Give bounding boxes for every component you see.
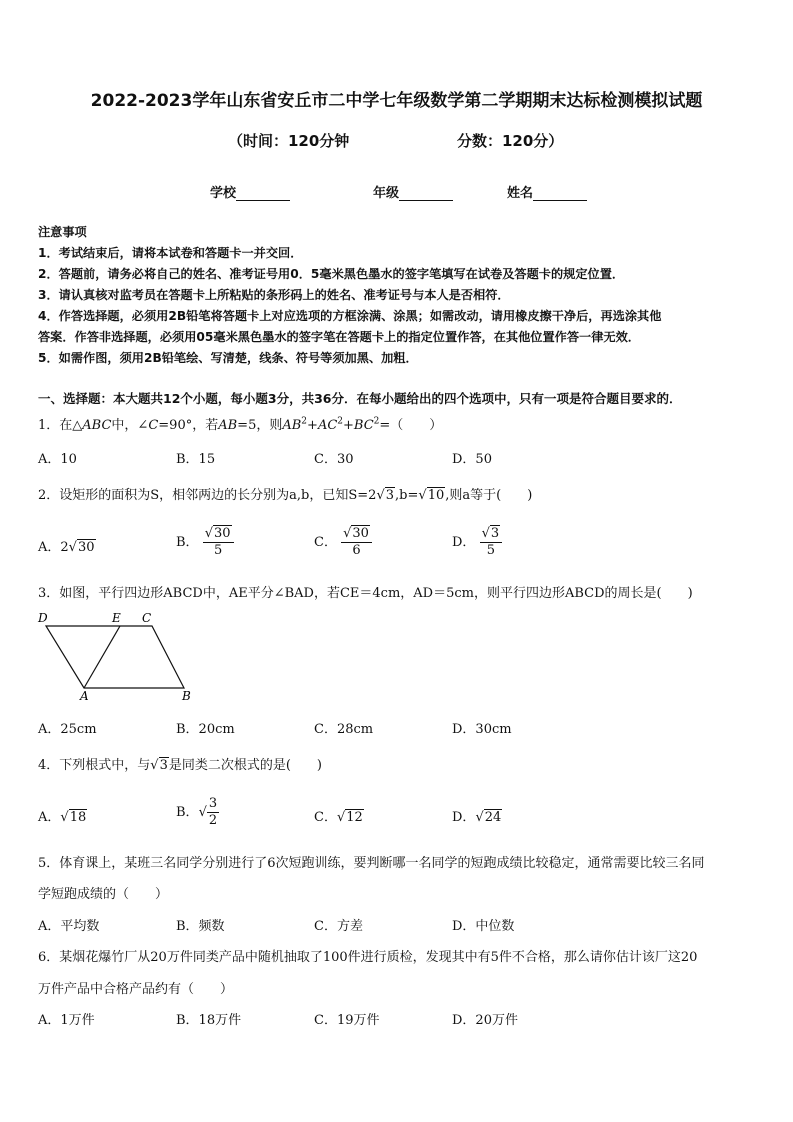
grade-label: 年级: [373, 186, 400, 201]
school-blank: [236, 188, 290, 201]
page-title: 2022-2023学年山东省安丘市二中学七年级数学第二学期期末达标检测模拟试题: [90, 91, 703, 111]
q1-option-d[interactable]: D．50: [452, 452, 492, 467]
q5-option-a[interactable]: A．平均数: [38, 919, 100, 934]
q2-option-c[interactable]: C． $\frac{√30}{6}$: [314, 526, 372, 559]
q5-option-b[interactable]: B．频数: [176, 919, 225, 934]
name-label: 姓名: [507, 186, 534, 201]
q5-option-c[interactable]: C．方差: [314, 919, 363, 934]
grade-blank: [399, 188, 453, 201]
q4-option-a[interactable]: A．√18: [38, 810, 87, 825]
q6-option-c[interactable]: C．19万件: [314, 1013, 380, 1028]
q6-option-b[interactable]: B．18万件: [176, 1013, 242, 1028]
q4-option-b[interactable]: B．√ $\frac{3}{2}$: [176, 796, 218, 828]
name-blank: [533, 188, 587, 201]
label-b: B: [182, 689, 191, 703]
name-field: [507, 182, 587, 201]
question-3: 3．如图，平行四边形ABCD中，AE平分∠BAD，若CE＝4cm，AD＝5cm，则平行四边形ABCD的周长是( ): [38, 586, 693, 601]
note-item: 2．答题前，请务必将自己的姓名、准考证号用0．5毫米黑色墨水的签字笔填写在试卷及答题卡的规定位置．: [38, 267, 625, 281]
exam-score: 分数：120分）: [457, 132, 564, 150]
q4-option-d[interactable]: D．√24: [452, 810, 502, 825]
q3-option-c[interactable]: C．28cm: [314, 722, 374, 737]
question-5-line-1: 5．体育课上，某班三名同学分别进行了6次短跑训练，要判断哪一名同学的短跑成绩比较稳定，通常需要比较三名同: [38, 856, 705, 871]
school-field: [210, 182, 290, 201]
label-a: A: [80, 689, 89, 703]
grade-field: [373, 182, 453, 201]
question-6-line-1: 6．某烟花爆竹厂从20万件同类产品中随机抽取了100件进行质检，发现其中有5件不合格，那么请你估计该厂这20: [38, 950, 698, 965]
question-5-line-2: 学短跑成绩的（ ）: [38, 887, 169, 902]
notes-block: [38, 222, 758, 369]
note-item: 4．作答选择题，必须用2B铅笔将答题卡上对应选项的方框涂满、涂黑；如需改动，请用橡皮擦干净后，再选涂其他: [38, 309, 662, 323]
q6-option-d[interactable]: D．20万件: [452, 1013, 518, 1028]
question-2: 2．设矩形的面积为S，相邻两边的长分别为a,b，已知S=2√3,b=√10,则a等于( ): [38, 488, 533, 503]
section-heading: 一、选择题：本大题共12个小题，每小题3分，共36分．在每小题给出的四个选项中，只有一项是符合题目要求的．: [38, 391, 682, 406]
q1-option-c[interactable]: C．30: [314, 452, 354, 467]
q3-option-d[interactable]: D．30cm: [452, 722, 512, 737]
note-item: 5．如需作图，须用2B铅笔绘、写清楚，线条、符号等须加黑、加粗．: [38, 351, 418, 365]
exam-time: （时间：120分钟: [228, 132, 350, 150]
label-d: D: [38, 611, 48, 625]
q1-option-a[interactable]: A．10: [38, 452, 77, 467]
question-1: 1．在△ABC中，∠C=90°，若AB=5，则$AB^2+AC^2+BC^2=$（ ）: [38, 416, 443, 433]
question-4: 4．下列根式中，与√3是同类二次根式的是( ): [38, 758, 323, 773]
q4-option-c[interactable]: C．√12: [314, 810, 363, 825]
q2-option-b[interactable]: B． $\frac{√30}{5}$: [176, 526, 234, 559]
label-c: C: [142, 611, 152, 625]
q3-option-b[interactable]: B．20cm: [176, 722, 235, 737]
notes-heading: 注意事项: [38, 225, 87, 239]
q1-option-b[interactable]: B．15: [176, 452, 216, 467]
q5-option-d[interactable]: D．中位数: [452, 919, 515, 934]
note-item: 1．考试结束后，请将本试卷和答题卡一并交回．: [38, 246, 303, 260]
q2-option-a[interactable]: A．2√30: [38, 540, 95, 555]
segment-ae: [84, 626, 120, 688]
label-e: E: [112, 611, 121, 625]
note-item: 答案．作答非选择题，必须用05毫米黑色墨水的签字笔在答题卡上的指定位置作答，在其他位置作答一律无效．: [38, 330, 640, 344]
note-item: 3．请认真核对监考员在答题卡上所粘贴的条形码上的姓名、准考证号与本人是否相符．: [38, 288, 510, 302]
parallelogram-figure: [34, 608, 204, 704]
q6-option-a[interactable]: A．1万件: [38, 1013, 95, 1028]
question-6-line-2: 万件产品中合格产品约有（ ）: [38, 982, 234, 997]
q3-option-a[interactable]: A．25cm: [38, 722, 97, 737]
q2-option-d[interactable]: D． $\frac{√3}{5}$: [452, 526, 502, 559]
school-label: 学校: [210, 186, 237, 201]
